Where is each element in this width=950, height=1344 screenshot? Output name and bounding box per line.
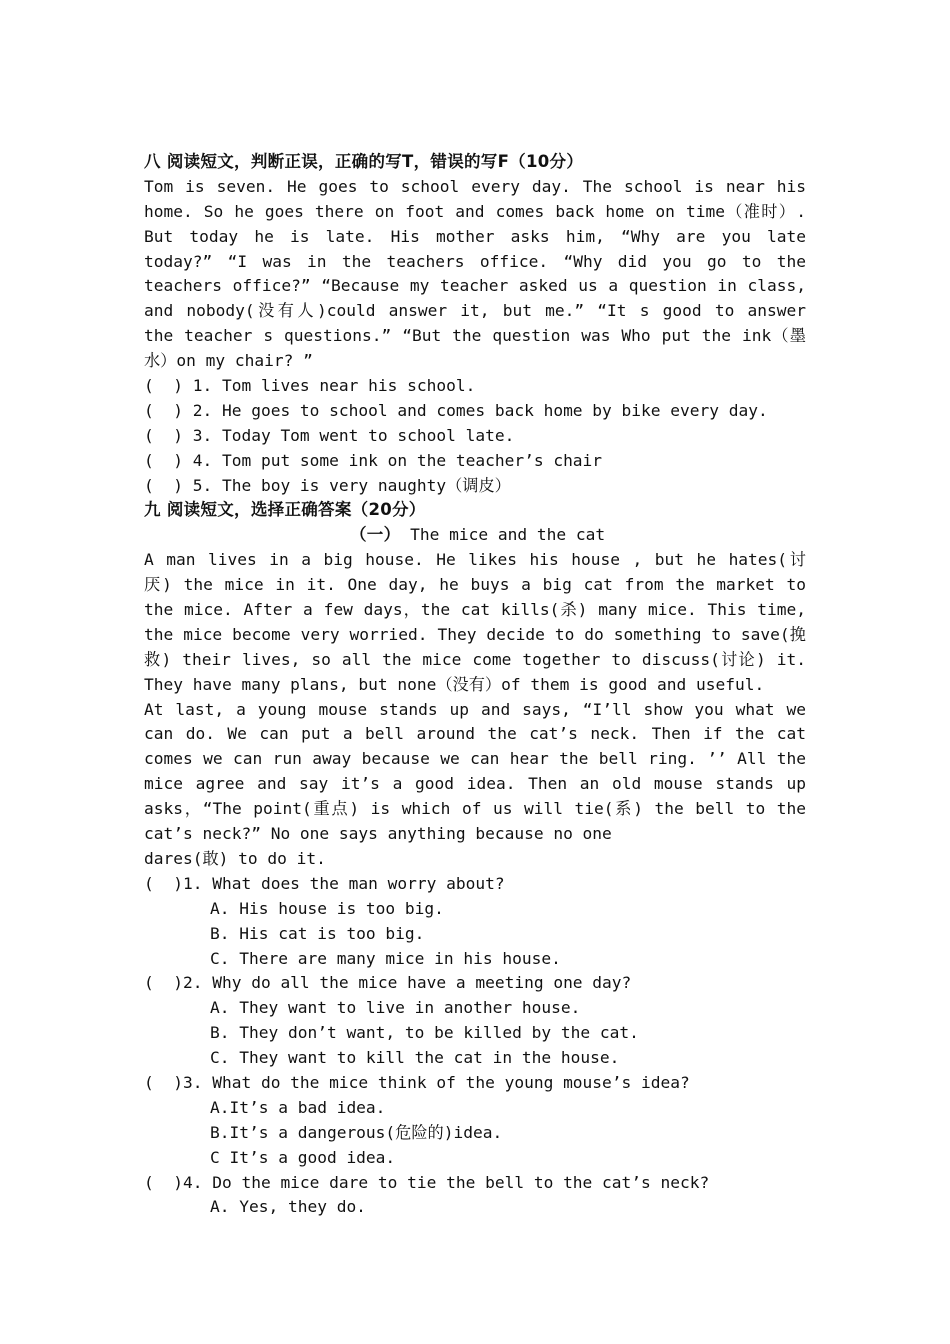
question-2 <box>144 971 806 1071</box>
question-1 <box>144 872 806 972</box>
passage-line: dares(敢) to do it. <box>144 848 326 868</box>
passage-line: asks，“The point(重点) is which of us will tie(系) the bell to the <box>144 799 806 819</box>
passage-line: A man lives in a big house. He likes his house , but he hates(讨 <box>144 550 806 570</box>
answer-option: C It’s a good idea. <box>210 1147 396 1167</box>
passage-title-text: The mice and the cat <box>400 525 606 545</box>
passage-line: the mice become very worried. They decide to do something to save(挽 <box>144 624 806 644</box>
true-false-item: ( ) 1. Tom lives near his school. <box>144 376 476 396</box>
question-text: ( )3. What do the mice think of the young mouse’s idea? <box>144 1072 690 1092</box>
passage-line: comes we can run away because we can hear the bell ring. ’’ All the <box>144 749 806 769</box>
answer-option: B. His cat is too big. <box>210 923 425 943</box>
passage-line: the teacher s questions.” “But the question was Who put the ink（墨 <box>144 326 806 346</box>
answer-option: C. There are many mice in his house. <box>210 948 561 968</box>
document-page <box>144 150 806 1220</box>
true-false-item: ( ) 2. He goes to school and comes back home by bike every day. <box>144 400 768 420</box>
passage-title <box>144 523 806 548</box>
passage-line: and nobody(没有人)could answer it, but me.” “It s good to answer <box>144 301 806 321</box>
passage-line: home. So he goes there on foot and comes back home on time（准时）. <box>144 201 806 221</box>
section-8-passage <box>144 175 806 374</box>
answer-option: A. His house is too big. <box>210 898 444 918</box>
answer-option: A. Yes, they do. <box>210 1197 366 1217</box>
answer-option: A.It’s a bad idea. <box>210 1097 386 1117</box>
true-false-item: ( ) 3. Today Tom went to school late. <box>144 425 515 445</box>
question-text: ( )4. Do the mice dare to tie the bell to the cat’s neck? <box>144 1172 710 1192</box>
passage-line: can do. We can put a bell around the cat’s neck. Then if the cat <box>144 724 806 744</box>
passage-number: （一） <box>350 525 401 545</box>
passage-line: They have many plans, but none（没有）of them is good and useful. <box>144 674 765 694</box>
section-8-items <box>144 374 806 498</box>
passage-line: mice agree and say it’s a good idea. Then an old mouse stands up <box>144 774 806 794</box>
question-3 <box>144 1071 806 1171</box>
passage-line: the mice. After a few days，the cat kills(杀) many mice. This time, <box>144 600 806 620</box>
answer-option: B.It’s a dangerous(危险的)idea. <box>210 1122 503 1142</box>
true-false-item: ( ) 4. Tom put some ink on the teacher’s chair <box>144 450 603 470</box>
passage-line: cat’s neck?” No one says anything because no one <box>144 824 612 844</box>
passage-line: 水）on my chair? ” <box>144 351 313 371</box>
passage-line: 救) their lives, so all the mice come together to discuss(讨论) it. <box>144 649 806 669</box>
passage-line: But today he is late. His mother asks him, “Why are you late <box>144 226 806 246</box>
question-text: ( )1. What does the man worry about? <box>144 873 505 893</box>
answer-option: C. They want to kill the cat in the house. <box>210 1048 620 1068</box>
question-text: ( )2. Why do all the mice have a meeting one day? <box>144 973 632 993</box>
passage-line: At last, a young mouse stands up and says, “I’ll show you what we <box>144 699 806 719</box>
passage-line: Tom is seven. He goes to school every day. The school is near his <box>144 176 806 196</box>
section-8-heading: 八 阅读短文，判断正误，正确的写T，错误的写F（10分） <box>144 152 584 171</box>
section-9-heading: 九 阅读短文，选择正确答案（20分） <box>144 500 426 520</box>
section-9-passage <box>144 548 806 872</box>
passage-line: teachers office?” “Because my teacher asked us a question in class, <box>144 276 806 296</box>
question-4 <box>144 1171 806 1221</box>
true-false-item: ( ) 5. The boy is very naughty（调皮） <box>144 475 511 495</box>
passage-line: 厌) the mice in it. One day, he buys a big cat from the market to <box>144 575 806 595</box>
answer-option: A. They want to live in another house. <box>210 998 581 1018</box>
answer-option: B. They don’t want, to be killed by the cat. <box>210 1023 639 1043</box>
passage-line: today?” “I was in the teachers office. “Why did you go to the <box>144 251 806 271</box>
